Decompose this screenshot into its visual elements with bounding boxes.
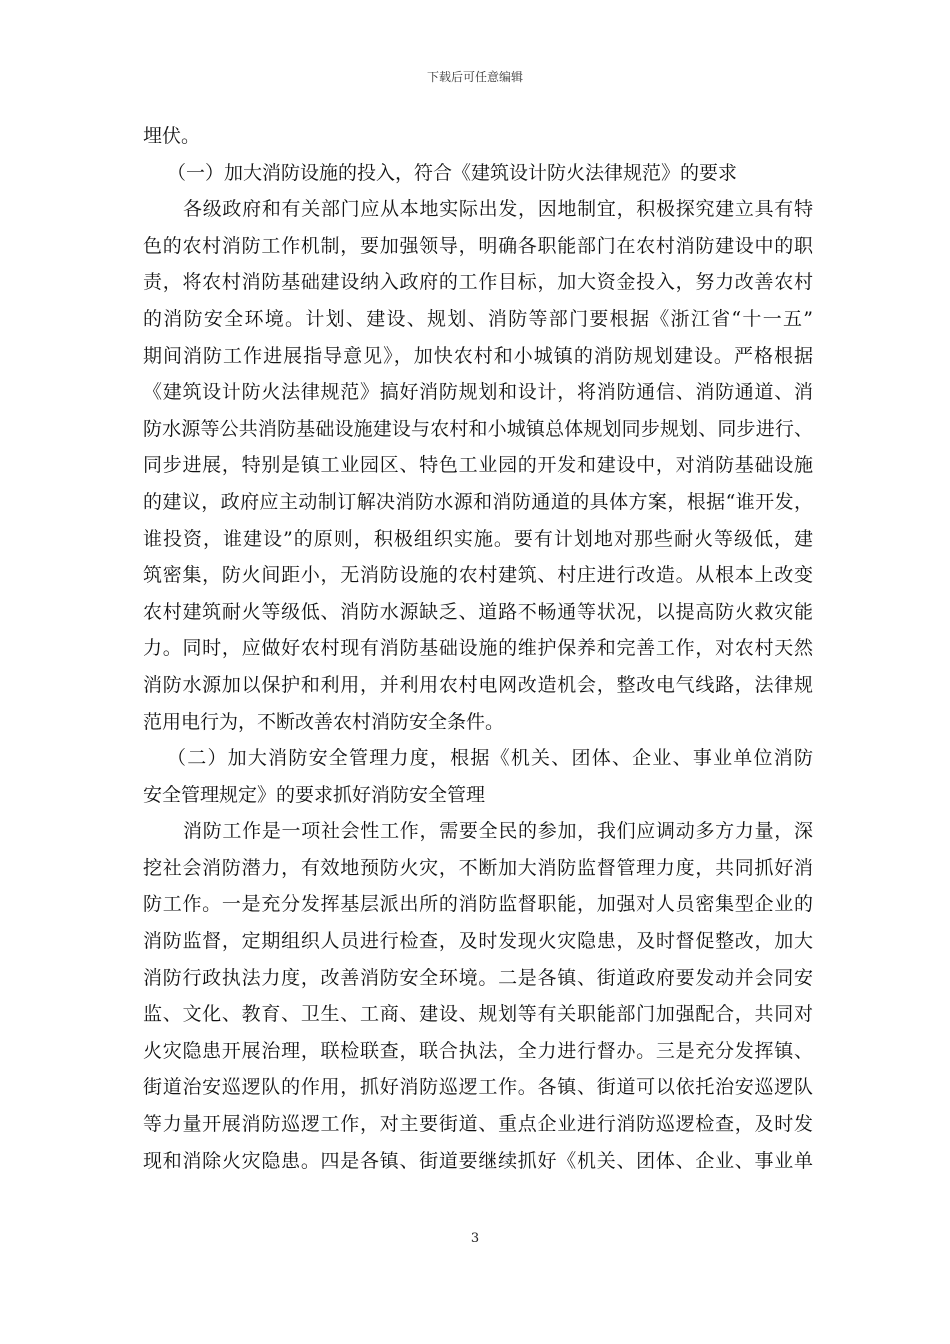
text-line: 谁投资，谁建设”的原则，积极组织实施。要有计划地对那些耐火等级低，建	[143, 527, 813, 550]
text-line: 消防工作是一项社会性工作，需要全民的参加，我们应调动多方力量，深	[183, 820, 813, 843]
text-line: 等力量开展消防巡逻工作，对主要街道、重点企业进行消防巡逻检查，及时发	[143, 1113, 813, 1136]
text-line: 现和消除火灾隐患。四是各镇、街道要继续抓好《机关、团体、企业、事业单	[143, 1149, 813, 1172]
text-line: 同步进展，特别是镇工业园区、特色工业园的开发和建设中，对消防基础设施	[143, 454, 813, 477]
text-line: 防工作。一是充分发挥基层派出所的消防监督职能，加强对人员密集型企业的	[143, 893, 813, 916]
text-line: 埋伏。	[143, 125, 201, 147]
text-line: 消防监督，定期组织人员进行检查，及时发现火灾隐患，及时督促整改，加大	[143, 930, 813, 953]
text-line: 消防水源加以保护和利用，并利用农村电网改造机会，整改电气线路，法律规	[143, 673, 813, 696]
text-line: 《建筑设计防火法律规范》搞好消防规划和设计，将消防通信、消防通道、消	[143, 381, 813, 404]
page-number: 3	[470, 1231, 480, 1246]
text-line: 监、文化、教育、卫生、工商、建设、规划等有关职能部门加强配合，共同对	[143, 1003, 813, 1026]
text-line: 范用电行为，不断改善农村消防安全条件。	[143, 710, 505, 733]
text-line: 色的农村消防工作机制，要加强领导，明确各职能部门在农村消防建设中的职	[143, 234, 813, 257]
text-line: 的建议，政府应主动制订解决消防水源和消防通道的具体方案，根据“谁开发，	[143, 490, 813, 513]
text-line: 责，将农村消防基础建设纳入政府的工作目标，加大资金投入，努力改善农村	[143, 271, 813, 294]
section-heading-1: （一）加大消防设施的投入，符合《建筑设计防火法律规范》的要求	[167, 161, 738, 184]
text-line: 筑密集，防火间距小，无消防设施的农村建筑、村庄进行改造。从根本上改变	[143, 564, 813, 587]
text-line: 各级政府和有关部门应从本地实际出发，因地制宜，积极探究建立具有特	[183, 198, 813, 221]
text-line: 防水源等公共消防基础设施建设与农村和小城镇总体规划同步规划、同步进行、	[143, 417, 813, 440]
text-line: 消防行政执法力度，改善消防安全环境。二是各镇、街道政府要发动并会同安	[143, 966, 813, 989]
section-heading-2-cont: 安全管理规定》的要求抓好消防安全管理	[143, 783, 486, 806]
text-line: 街道治安巡逻队的作用，抓好消防巡逻工作。各镇、街道可以依托治安巡逻队	[143, 1076, 813, 1099]
text-line: 力。同时，应做好农村现有消防基础设施的维护保养和完善工作，对农村天然	[143, 637, 813, 660]
text-line: 火灾隐患开展治理，联检联查，联合执法，全力进行督办。三是充分发挥镇、	[143, 1039, 813, 1062]
text-line: 农村建筑耐火等级低、消防水源缺乏、道路不畅通等状况，以提高防火救灾能	[143, 600, 813, 623]
text-line: 的消防安全环境。计划、建设、规划、消防等部门要根据《浙江省“十一五”	[143, 307, 813, 330]
section-heading-2: （二）加大消防安全管理力度，根据《机关、团体、企业、事业单位消防	[167, 747, 813, 770]
text-line: 期间消防工作进展指导意见》，加快农村和小城镇的消防规划建设。严格根据	[143, 344, 813, 367]
document-body	[143, 118, 813, 1179]
text-line: 挖社会消防潜力，有效地预防火灾，不断加大消防监督管理力度，共同抓好消	[143, 856, 813, 879]
page-header: 下载后可任意编辑	[426, 70, 523, 84]
